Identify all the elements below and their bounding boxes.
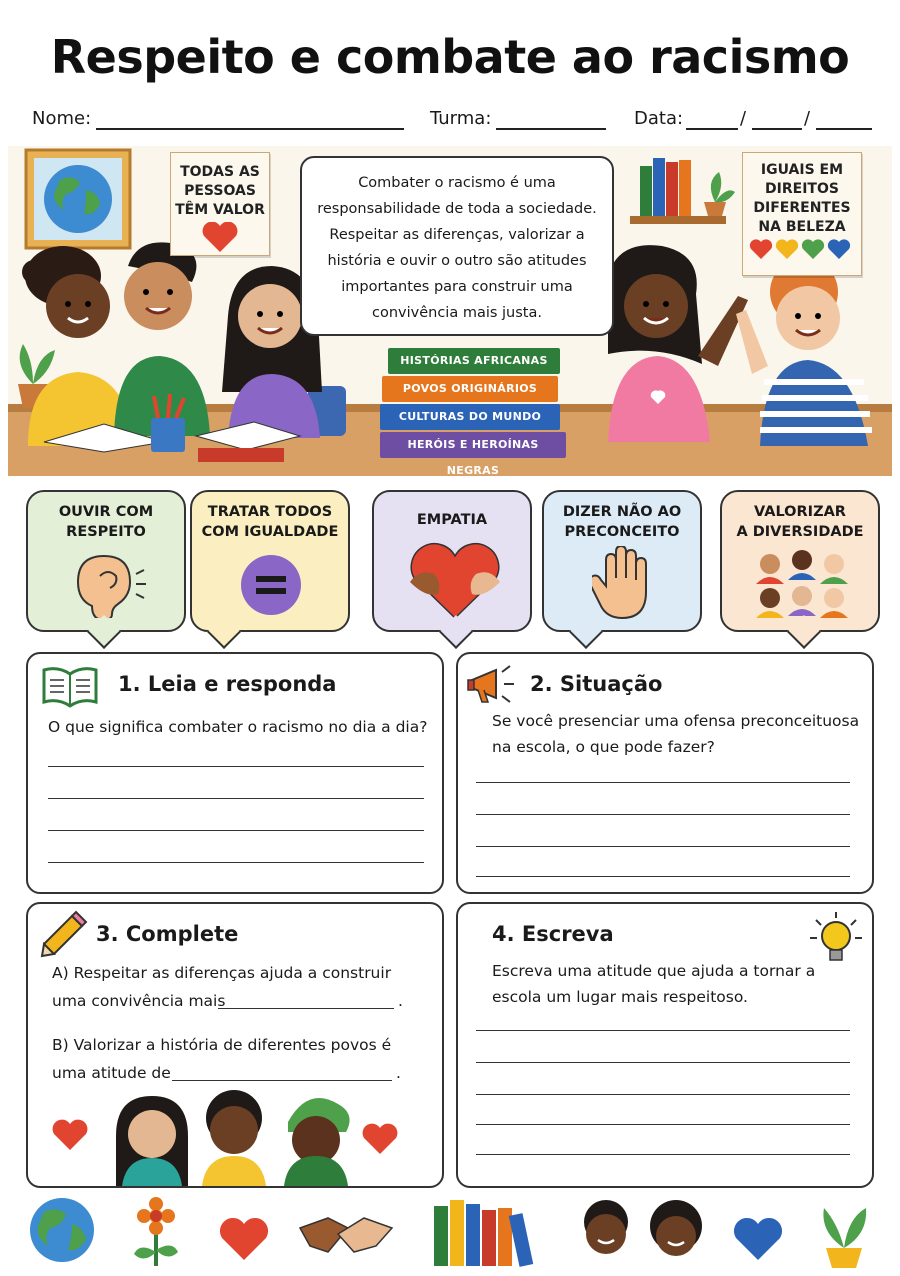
item-b-text: Valorizar a história de diferentes povos é: [73, 1036, 392, 1054]
book-african-stories: HISTÓRIAS AFRICANAS: [388, 348, 560, 374]
activity-3-item-a: [52, 960, 432, 986]
globe-icon: [30, 1198, 94, 1262]
card-say-no-prejudice: [542, 490, 702, 632]
book-native-peoples: POVOS ORIGINÁRIOS: [382, 376, 558, 402]
answer-line[interactable]: [476, 1030, 850, 1031]
stop-hand-icon: [592, 546, 656, 622]
card-label: OUVIR COM RESPEITO: [58, 504, 154, 540]
page-title: Respeito e combate ao racismo: [50, 30, 850, 84]
activity-panel-4: [456, 902, 874, 1188]
diverse-group-icon: [748, 546, 858, 622]
answer-line[interactable]: [476, 782, 850, 783]
blue-heart-icon: [734, 1218, 782, 1260]
book-world-cultures: CULTURAS DO MUNDO: [380, 404, 560, 430]
answer-line[interactable]: [476, 876, 850, 877]
name-field[interactable]: [96, 128, 404, 130]
card-label: EMPATIA: [416, 512, 488, 528]
sign-everyone-has-value: [170, 152, 270, 256]
answer-line[interactable]: [476, 1154, 850, 1155]
class-field[interactable]: [496, 128, 606, 130]
answer-line[interactable]: [48, 798, 424, 799]
header-fields: [32, 108, 872, 134]
fill-blank-a[interactable]: [218, 1008, 394, 1009]
activity-3-item-b: [52, 1032, 432, 1058]
activity-panel-3: [26, 902, 444, 1188]
equals-icon: [236, 550, 306, 620]
card-label: TRATAR TODOS COM IGUALDADE: [201, 504, 339, 540]
heart-icon: [200, 222, 240, 254]
sign-equal-rights: [742, 152, 862, 276]
answer-line[interactable]: [476, 1094, 850, 1095]
open-book-icon: [40, 664, 100, 708]
book-black-heroes: HERÓIS E HEROÍNAS NEGRAS: [380, 432, 566, 458]
card-listen-respect: [26, 490, 186, 632]
item-a-period: .: [398, 992, 403, 1010]
date-day-field[interactable]: [686, 128, 738, 130]
item-b-prefix: B): [52, 1036, 69, 1054]
date-separator: /: [804, 108, 811, 129]
activity-4-question: Escreva uma atitude que ajuda a tornar a escola um lugar mais respeitoso.: [492, 962, 816, 1006]
heart-icon: [363, 1124, 398, 1154]
card-label: VALORIZAR A DIVERSIDADE: [736, 504, 864, 540]
heart-hug-icon: [400, 542, 510, 622]
class-label: Turma:: [430, 108, 492, 129]
three-children-illustration: [46, 1082, 426, 1186]
activity-2-title: 2. Situação: [530, 672, 663, 696]
activity-3-item-a-line2: [52, 988, 432, 1014]
answer-line[interactable]: [476, 846, 850, 847]
pencil-icon: [38, 910, 88, 960]
date-year-field[interactable]: [816, 128, 872, 130]
activity-panel-2: [456, 652, 874, 894]
footer-decorations: [0, 1192, 900, 1272]
item-a-text: Respeitar as diferenças ajuda a construir: [73, 964, 392, 982]
card-label: DIZER NÃO AO PRECONCEITO: [562, 504, 682, 540]
globe-poster-icon: [26, 150, 130, 248]
item-b-text-2: uma atitude de: [52, 1064, 171, 1082]
answer-line[interactable]: [476, 814, 850, 815]
child-face-icon: [650, 1200, 702, 1256]
fill-blank-b[interactable]: [172, 1080, 392, 1081]
activity-1-title: 1. Leia e responda: [118, 672, 337, 696]
intro-text-box: [300, 156, 614, 336]
date-separator: /: [740, 108, 747, 129]
activity-1-question: O que significa combater o racismo no dia a dia?: [48, 718, 428, 736]
item-a-text-2: uma convivência mais: [52, 992, 226, 1010]
intro-text: Combater o racismo é uma responsabilidade de toda a sociedade. Respeitar as diferenças, valorizar a história e ouvir o outro são atitudes importantes para construir uma convivência mais justa.: [317, 175, 597, 321]
sign-equal-rights-text: IGUAIS EM DIREITOS DIFERENTES NA BELEZA: [753, 162, 851, 235]
answer-line[interactable]: [48, 766, 424, 767]
handshake-icon: [300, 1218, 392, 1252]
book-stack: [380, 348, 570, 477]
item-b-period: .: [396, 1064, 401, 1082]
activity-3-title: 3. Complete: [96, 922, 239, 946]
answer-line[interactable]: [48, 862, 424, 863]
colorful-hearts-icon: [747, 237, 857, 261]
sign-everyone-has-value-text: TODAS AS PESSOAS TÊM VALOR: [175, 164, 265, 218]
answer-line[interactable]: [48, 830, 424, 831]
heart-icon: [53, 1120, 88, 1150]
date-month-field[interactable]: [752, 128, 802, 130]
card-value-diversity: [720, 490, 880, 632]
child-face-icon: [584, 1200, 628, 1254]
potted-plant-icon: [823, 1208, 866, 1268]
activity-4-title: 4. Escreva: [492, 922, 614, 946]
item-a-prefix: A): [52, 964, 69, 982]
activity-panel-1: [26, 652, 444, 894]
name-label: Nome:: [32, 108, 92, 129]
megaphone-icon: [464, 662, 524, 706]
card-treat-equally: [190, 490, 350, 632]
flower-icon: [134, 1197, 178, 1266]
activity-2-question: Se você presenciar uma ofensa preconceituosa na escola, o que pode fazer?: [492, 712, 860, 756]
answer-line[interactable]: [476, 1124, 850, 1125]
answer-line[interactable]: [476, 1062, 850, 1063]
books-icon: [434, 1200, 533, 1267]
ear-icon: [68, 552, 148, 618]
footer-icons: [0, 1192, 900, 1272]
heart-icon: [220, 1218, 268, 1260]
card-empathy: [372, 490, 532, 632]
date-label: Data:: [634, 108, 684, 129]
